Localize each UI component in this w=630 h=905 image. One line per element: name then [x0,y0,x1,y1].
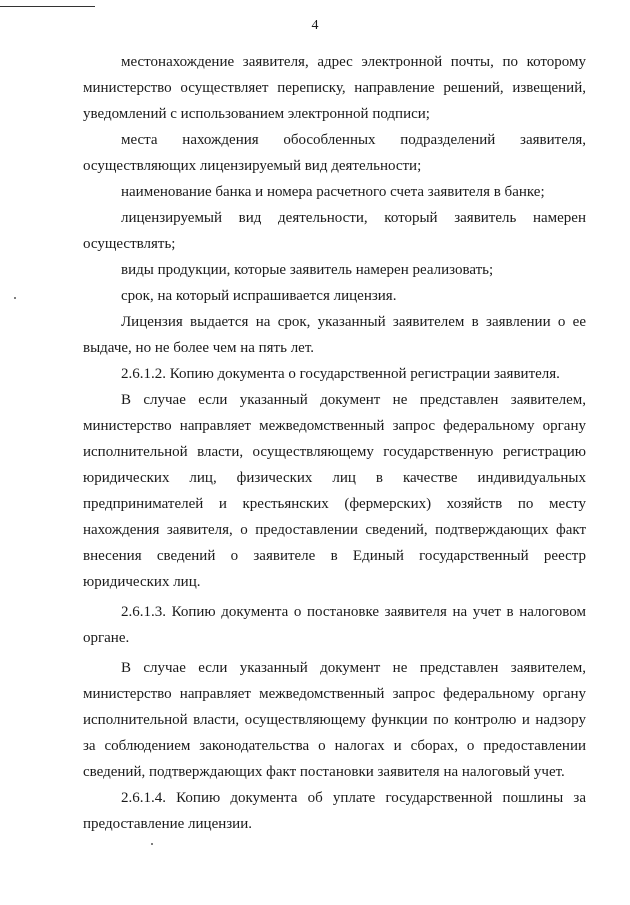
header-rule [0,6,95,7]
paragraph-registration-request: В случае если указанный документ не представлен заявителем, министерство направляет межведомственный запрос федеральному органу исполнительной власти, осуществляющему государственную регистрацию юридических лиц, физических лиц в качестве индивидуальных предпринимателей и крестьянских (фермерских) хозяйств по месту нахождения заявителя, о предоставлении сведений, подтверждающих факт внесения сведений о заявителе в Единый государственный реестр юридических лиц. [83,392,586,590]
paragraph-2-6-1-4: 2.6.1.4. Копию документа об уплате государственной пошлины за предоставление лицензии. [83,790,586,832]
paragraph-license-term: Лицензия выдается на срок, указанный заявителем в заявлении о ее выдаче, но не более чем на пять лет. [83,314,586,356]
paragraph-applicant-location: местонахождение заявителя, адрес электронной почты, по которому министерство осуществляет переписку, направление решений, извещений, уведомлений с использованием электронной подписи; [83,54,586,122]
page-number: 4 [311,18,319,33]
paragraph-bank: наименование банка и номера расчетного счета заявителя в банке; [121,184,545,200]
document-body [83,49,586,837]
paragraph-tax-request: В случае если указанный документ не представлен заявителем, министерство направляет межведомственный запрос федеральному органу исполнительной власти, осуществляющему функции по контролю и надзору за соблюдением законодательства о налогах и сборах, о предоставлении сведений, подтверждающих факт постановки заявителя на налоговый учет. [83,660,586,780]
paragraph-subdivisions: места нахождения обособленных подразделений заявителя, осуществляющих лицензируемый вид деятельности; [83,132,586,174]
paragraph-term: срок, на который испрашивается лицензия. [121,288,397,304]
scan-speck [14,297,16,299]
paragraph-2-6-1-3: 2.6.1.3. Копию документа о постановке заявителя на учет в налоговом органе. [83,604,586,646]
paragraph-products: виды продукции, которые заявитель намерен реализовать; [121,262,494,278]
paragraph-2-6-1-2: 2.6.1.2. Копию документа о государственной регистрации заявителя. [121,366,560,382]
paragraph-activity: лицензируемый вид деятельности, который заявитель намерен осуществлять; [83,210,586,252]
scan-speck [151,843,153,845]
